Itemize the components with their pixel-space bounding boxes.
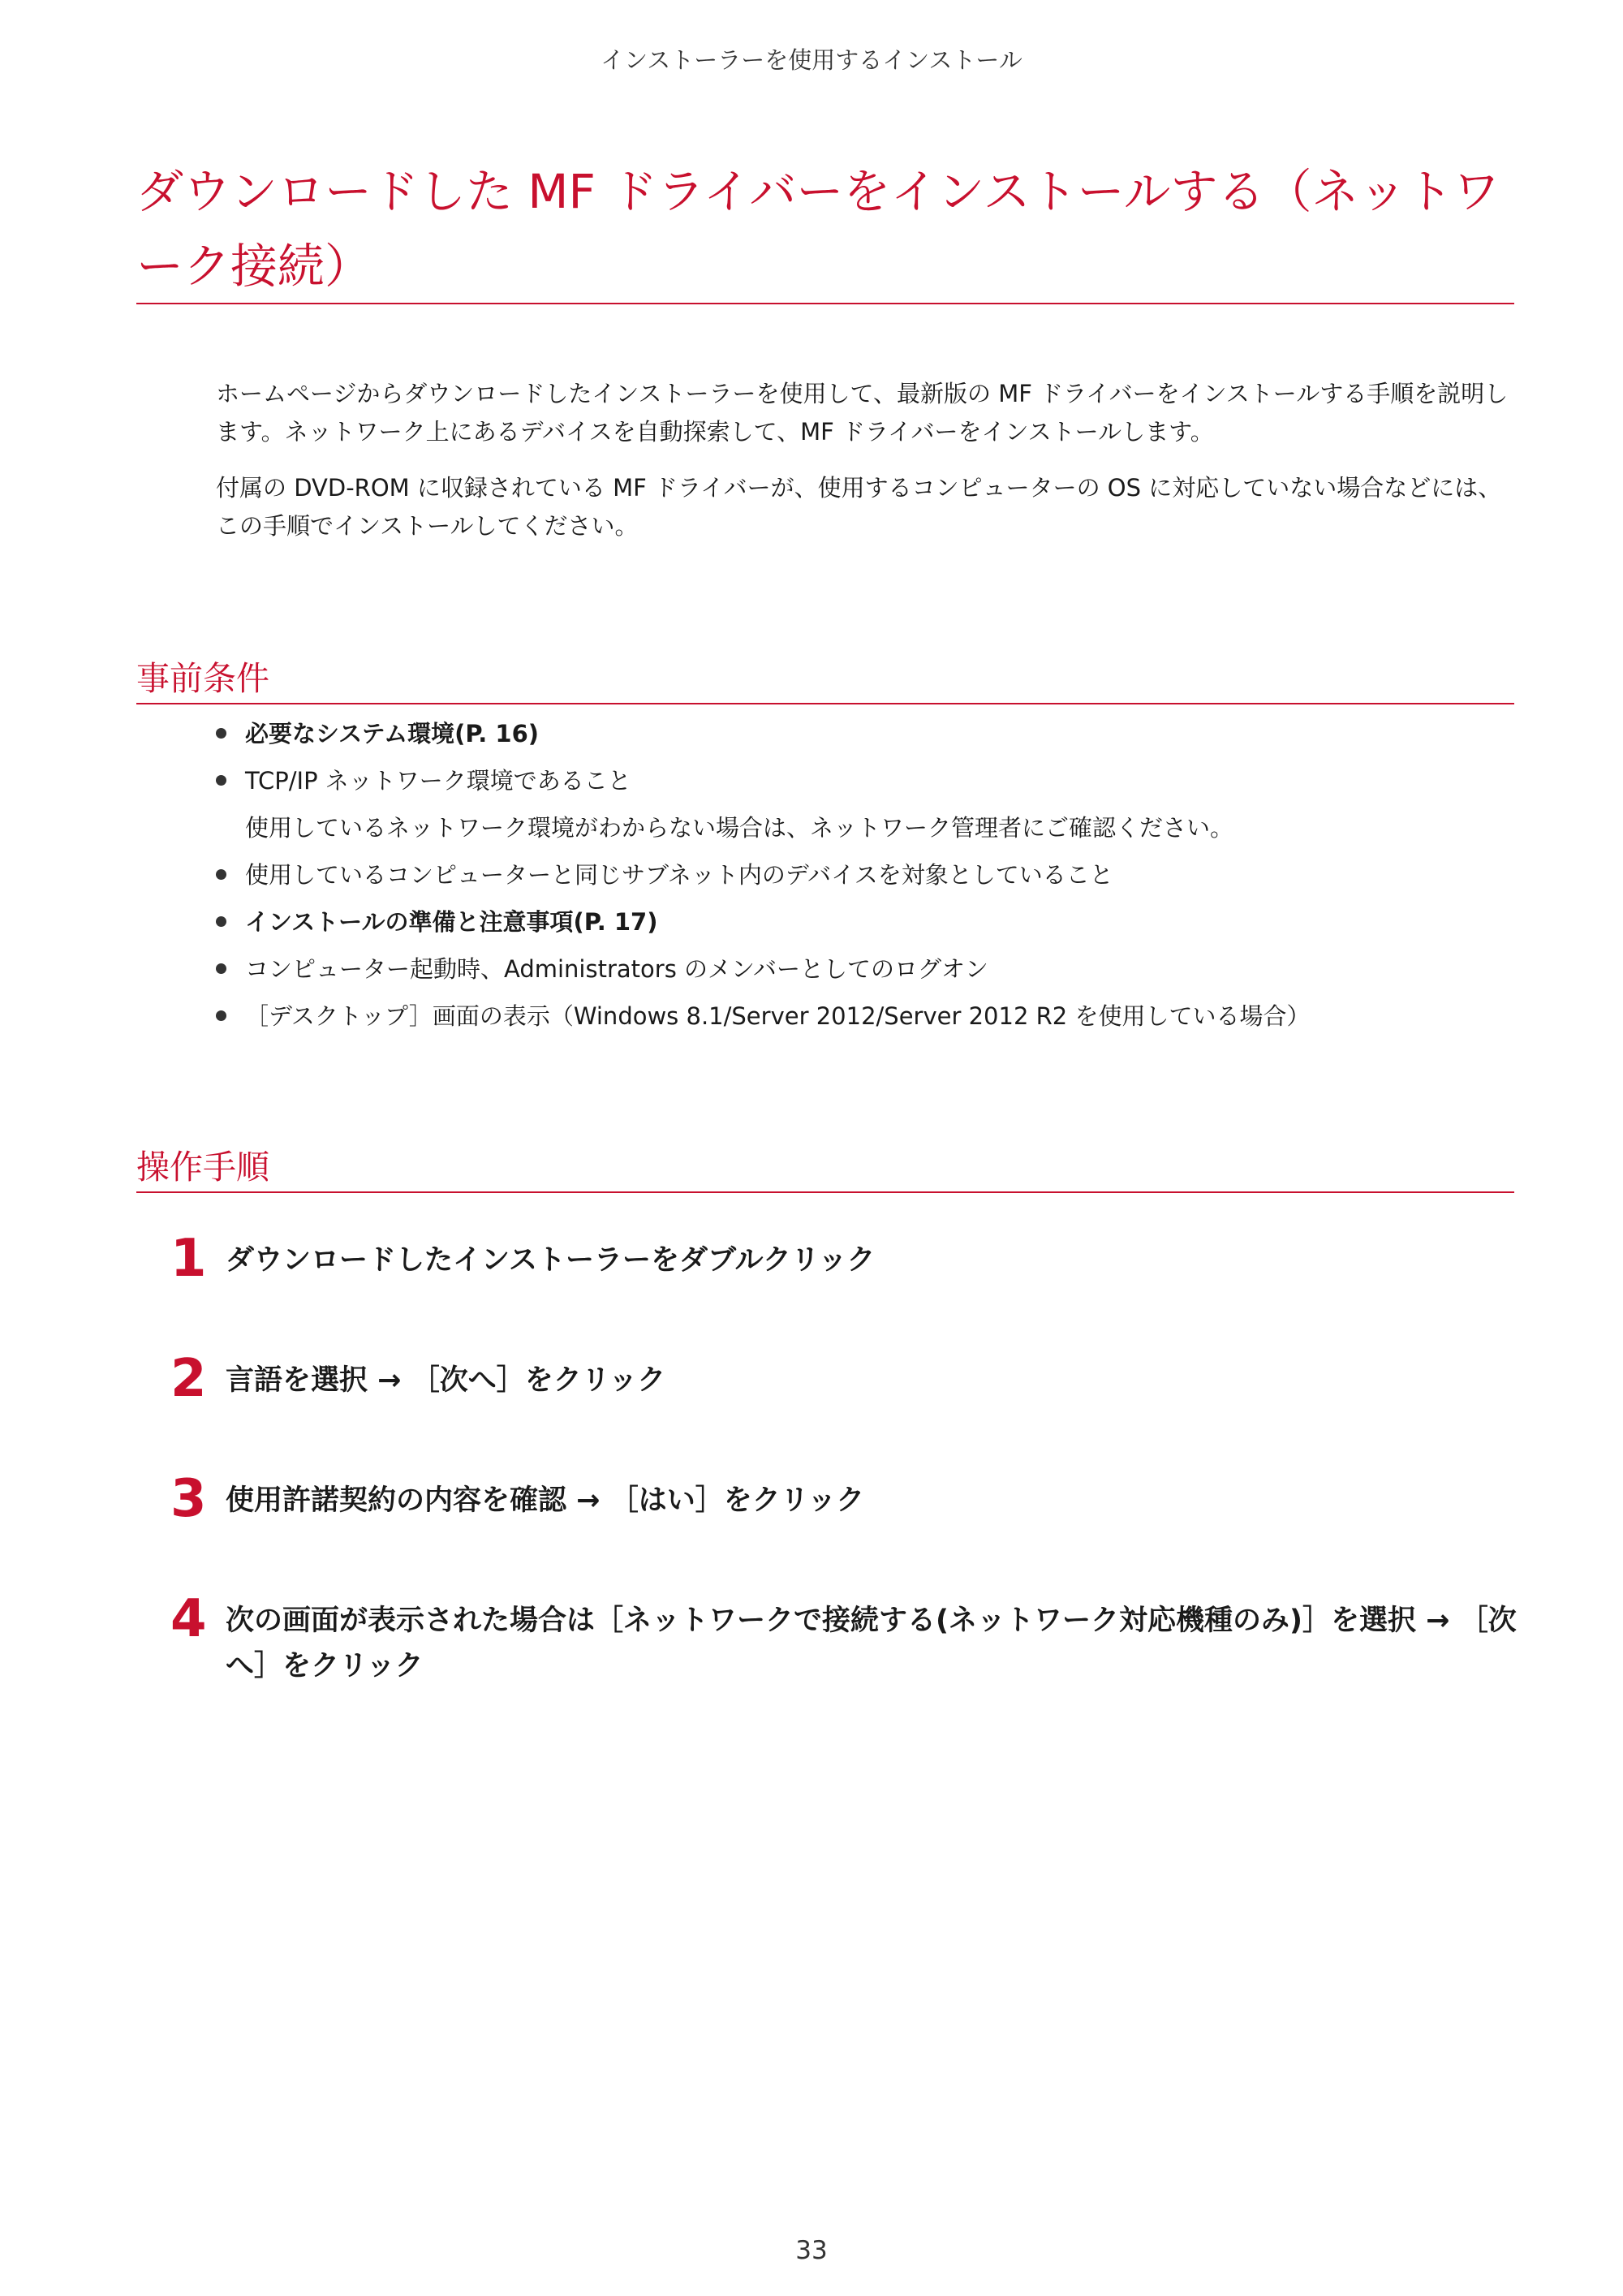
procedure-step (170, 1229, 1518, 1289)
prerequisite-note: 使用しているネットワーク環境がわからない場合は、ネットワーク管理者にご確認ください。 (245, 814, 1234, 842)
prerequisite-text: ［デスクトップ］画面の表示（Windows 8.1/Server 2012/Server 2012 R2 を使用している場合） (245, 1002, 1311, 1030)
prerequisites-divider (136, 703, 1514, 704)
step-text: 言語を選択 → ［次へ］をクリック (226, 1364, 666, 1397)
bullet-icon (216, 963, 226, 974)
prerequisite-link-install-preparation[interactable]: インストールの準備と注意事項(P. 17) (245, 908, 658, 936)
bullet-icon (216, 1010, 226, 1021)
prerequisite-item[interactable] (216, 898, 1514, 946)
procedure-divider (136, 1191, 1514, 1193)
intro-paragraph: 付属の DVD-ROM に収録されている MF ドライバーが、使用するコンピューターの OS に対応していない場合などには、この手順でインストールしてください。 (216, 474, 1502, 540)
prerequisite-text: コンピューター起動時、Administrators のメンバーとしてのログオン (245, 955, 988, 983)
prerequisites-list (216, 710, 1514, 1040)
prerequisite-item[interactable] (216, 710, 1514, 757)
procedure-steps (170, 1229, 1518, 1764)
bullet-icon (216, 728, 226, 739)
prerequisite-text: 使用しているコンピューターと同じサブネット内のデバイスを対象としていること (245, 861, 1113, 889)
procedure-step (170, 1589, 1518, 1689)
prerequisite-item (216, 851, 1514, 898)
bullet-icon (216, 775, 226, 786)
prerequisites-heading: 事前条件 (136, 659, 269, 698)
step-number: 3 (170, 1469, 207, 1529)
procedure-step (170, 1349, 1518, 1409)
prerequisite-item (216, 946, 1514, 993)
prerequisite-item (216, 757, 1514, 851)
procedure-heading: 操作手順 (136, 1148, 269, 1187)
step-text: ダウンロードしたインストーラーをダブルクリック (226, 1244, 876, 1277)
bullet-icon (216, 869, 226, 880)
step-text: 次の画面が表示された場合は［ネットワークで接続する(ネットワーク対応機種のみ)］を選択 → ［次へ］をクリック (226, 1605, 1517, 1682)
title-divider (136, 303, 1514, 304)
prerequisite-item (216, 993, 1514, 1040)
step-number: 4 (170, 1589, 207, 1649)
step-text: 使用許諾契約の内容を確認 → ［はい］をクリック (226, 1484, 865, 1517)
step-number: 2 (170, 1349, 207, 1409)
running-header: インストーラーを使用するインストール (601, 46, 1022, 74)
procedure-step (170, 1469, 1518, 1529)
prerequisite-link-system-requirements[interactable]: 必要なシステム環境(P. 16) (245, 720, 540, 747)
step-number: 1 (170, 1229, 207, 1289)
page-title: ダウンロードした MF ドライバーをインストールする（ネットワーク接続） (136, 164, 1500, 294)
bullet-icon (216, 916, 226, 927)
page-number: 33 (795, 2236, 828, 2265)
prerequisite-text: TCP/IP ネットワーク環境であること (245, 767, 631, 795)
intro-paragraph: ホームページからダウンロードしたインストーラーを使用して、最新版の MF ドライバーをインストールする手順を説明します。ネットワーク上にあるデバイスを自動探索して、MF ドライバーをインストールします。 (216, 380, 1509, 446)
intro-section (216, 375, 1514, 563)
